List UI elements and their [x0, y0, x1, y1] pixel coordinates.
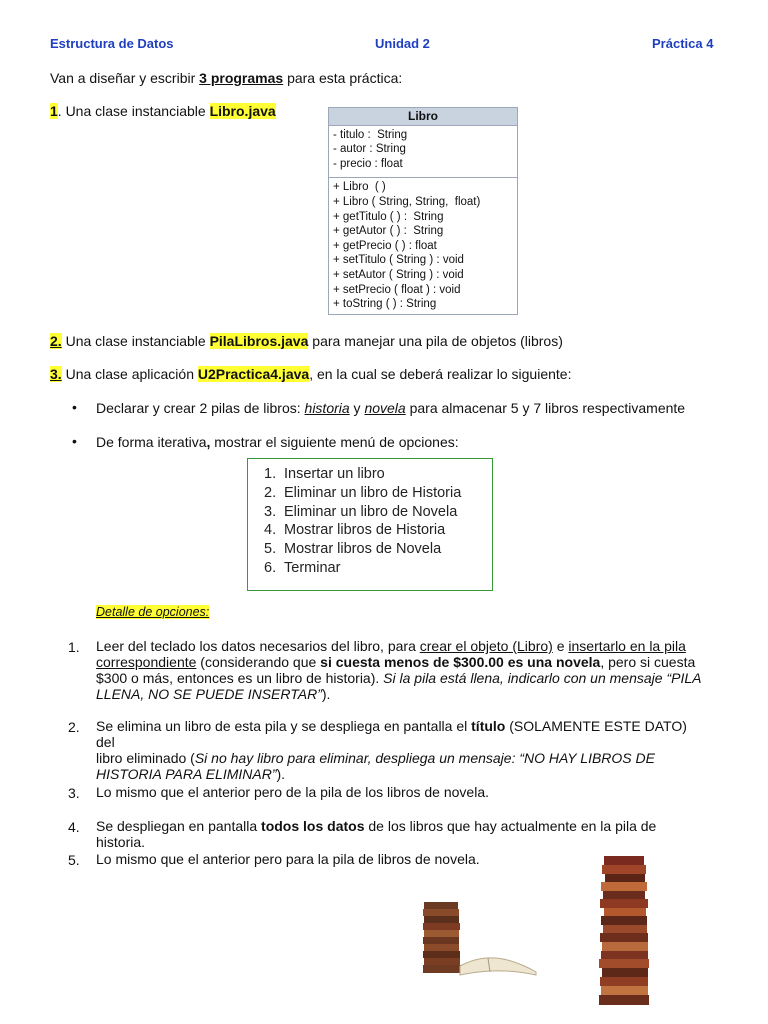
menu-option-number: 2. [264, 484, 277, 501]
header-course: Estructura de Datos [50, 36, 174, 51]
detail-1-number: 1. [68, 639, 80, 655]
uml-attribute: - titulo : String [333, 128, 408, 141]
uml-attribute: - autor : String [333, 143, 406, 156]
uml-attributes [329, 126, 517, 179]
menu-option-label: Terminar [284, 559, 341, 576]
item-1-file: Libro.java [209, 103, 276, 119]
bullet-1-post: para almacenar 5 y 7 libros respectivamente [405, 400, 686, 416]
item-3-text: Una clase aplicación [61, 366, 198, 382]
menu-option-number: 1. [264, 466, 277, 482]
detail-1-d: , pero si cuesta [600, 654, 696, 670]
detail-4-a: Se despliegan en pantalla [96, 818, 262, 834]
detail-1-it1: Si la pila está llena, indicarlo con un mensaje “PILA [383, 670, 702, 686]
detail-1-u2b: correspondiente [96, 654, 197, 670]
detail-title [96, 605, 209, 619]
uml-method: + getTitulo ( ) : String [333, 210, 444, 223]
detail-3-number: 3. [68, 785, 80, 801]
menu-option-label: Mostrar libros de Historia [284, 522, 446, 539]
uml-method: + setPrecio ( float ) : void [333, 283, 461, 296]
bullet-2-post: mostrar el siguiente menú de opciones: [210, 434, 459, 450]
detail-3-text: Lo mismo que el anterior pero de la pila de los libros de novela. [96, 784, 490, 800]
detail-4-bold: todos los datos [261, 818, 365, 834]
uml-method: + Libro ( ) [333, 181, 386, 194]
menu-option [264, 559, 461, 578]
bullet-2-comma: , [206, 434, 211, 450]
uml-method: + getPrecio ( ) : float [333, 239, 437, 252]
menu-options-list [264, 465, 461, 578]
detail-2-text [96, 718, 702, 782]
detail-2-number: 2. [68, 719, 80, 735]
detail-5-number: 5. [68, 852, 80, 868]
uml-attribute: - precio : float [333, 157, 403, 170]
detail-2-a: Se elimina un libro de esta pila y se despliega en pantalla el [96, 718, 472, 734]
item-3-number: 3. [50, 366, 62, 382]
item-2-post: para manejar una pila de objetos (libros) [308, 333, 563, 349]
item-2-number: 2. [50, 333, 62, 349]
book-stack-open-book-illustration [418, 896, 542, 978]
intro-pre: Van a diseñar y escribir [50, 70, 200, 86]
detail-5-text: Lo mismo que el anterior pero para la pila de libros de novela. [96, 851, 480, 867]
detail-1-end: ). [321, 686, 331, 702]
item-3-file: U2Practica4.java [197, 366, 310, 382]
menu-option-number: 6. [264, 559, 277, 576]
detail-1-bold: si cuesta menos de $300.00 es una novela [320, 654, 601, 670]
header-unit: Unidad 2 [375, 36, 430, 51]
detail-1-b: e [552, 638, 569, 654]
detail-title-text: Detalle de opciones: [96, 605, 210, 619]
item-3-post: , en la cual se deberá realizar lo siguiente: [309, 366, 572, 382]
uml-class-title: Libro [329, 108, 517, 126]
menu-option [264, 484, 461, 503]
menu-option [264, 521, 461, 540]
uml-method: + Libro ( String, String, float) [333, 195, 481, 208]
menu-option-label: Insertar un libro [284, 466, 385, 482]
uml-method: + getAutor ( ) : String [333, 225, 444, 238]
uml-method: + setTitulo ( String ) : void [333, 254, 464, 267]
detail-4-b: de los libros que hay actualmente en la pila de historia. [96, 818, 657, 850]
detail-1-u2a: insertarlo en la pila [568, 638, 686, 654]
detail-1-it2: LLENA, NO SE PUEDE INSERTAR” [96, 686, 322, 702]
bullet-2-pre: De forma iterativa [96, 434, 207, 450]
tall-book-stack-illustration [594, 852, 658, 1012]
intro-paragraph [50, 69, 402, 87]
menu-option-number: 3. [264, 503, 277, 520]
uml-method: + toString ( ) : String [333, 298, 437, 311]
bullet-1-pre: Declarar y crear 2 pilas de libros: [96, 400, 305, 416]
detail-1-e: $300 o más, entonces es un libro de historia). [96, 670, 384, 686]
detail-2-it2: HISTORIA PARA ELIMINAR” [96, 766, 277, 782]
detail-2-it1: Si no hay libro para eliminar, despliega un mensaje: “NO HAY LIBROS DE [194, 750, 655, 766]
uml-class-diagram [328, 107, 518, 315]
menu-options-box [247, 458, 493, 591]
detail-2-b: (SOLAMENTE ESTE DATO) del [96, 718, 687, 750]
uml-methods [329, 178, 517, 313]
bullet-1 [96, 399, 685, 417]
item-2-text: Una clase instanciable [61, 333, 210, 349]
item-1-number: 1 [50, 103, 58, 119]
menu-option-label: Mostrar libros de Novela [284, 541, 442, 558]
item-2 [50, 332, 563, 350]
intro-bold: 3 programas [199, 70, 284, 86]
detail-1-c: (considerando que [196, 654, 321, 670]
intro-post: para esta práctica: [283, 70, 403, 86]
detail-1-text [96, 638, 702, 702]
bullet-dot: • [72, 399, 77, 415]
bullet-dot: • [72, 433, 77, 449]
menu-option-number: 5. [264, 541, 277, 558]
detail-1-a: Leer del teclado los datos necesarios del libro, para [96, 638, 420, 654]
menu-option [264, 503, 461, 522]
bullet-1-historia: historia [304, 400, 350, 416]
menu-option-label: Eliminar un libro de Novela [284, 503, 458, 520]
menu-option [264, 540, 461, 559]
bullet-1-novela: novela [364, 400, 406, 416]
detail-2-c: libro eliminado ( [96, 750, 195, 766]
item-1 [50, 102, 276, 120]
bullet-1-mid: y [349, 400, 365, 416]
detail-1-u1: crear el objeto (Libro) [419, 638, 553, 654]
item-3 [50, 365, 571, 383]
menu-option [264, 465, 461, 484]
header-practice: Práctica 4 [652, 36, 714, 51]
detail-4-text [96, 818, 702, 850]
bullet-2 [96, 433, 459, 451]
item-1-text: . Una clase instanciable [57, 103, 210, 119]
uml-method: + setAutor ( String ) : void [333, 268, 464, 281]
menu-option-number: 4. [264, 522, 277, 539]
item-2-file: PilaLibros.java [209, 333, 309, 349]
detail-2-bold: título [471, 718, 506, 734]
menu-option-label: Eliminar un libro de Historia [284, 484, 462, 501]
detail-2-end: ). [276, 766, 286, 782]
detail-4-number: 4. [68, 819, 80, 835]
